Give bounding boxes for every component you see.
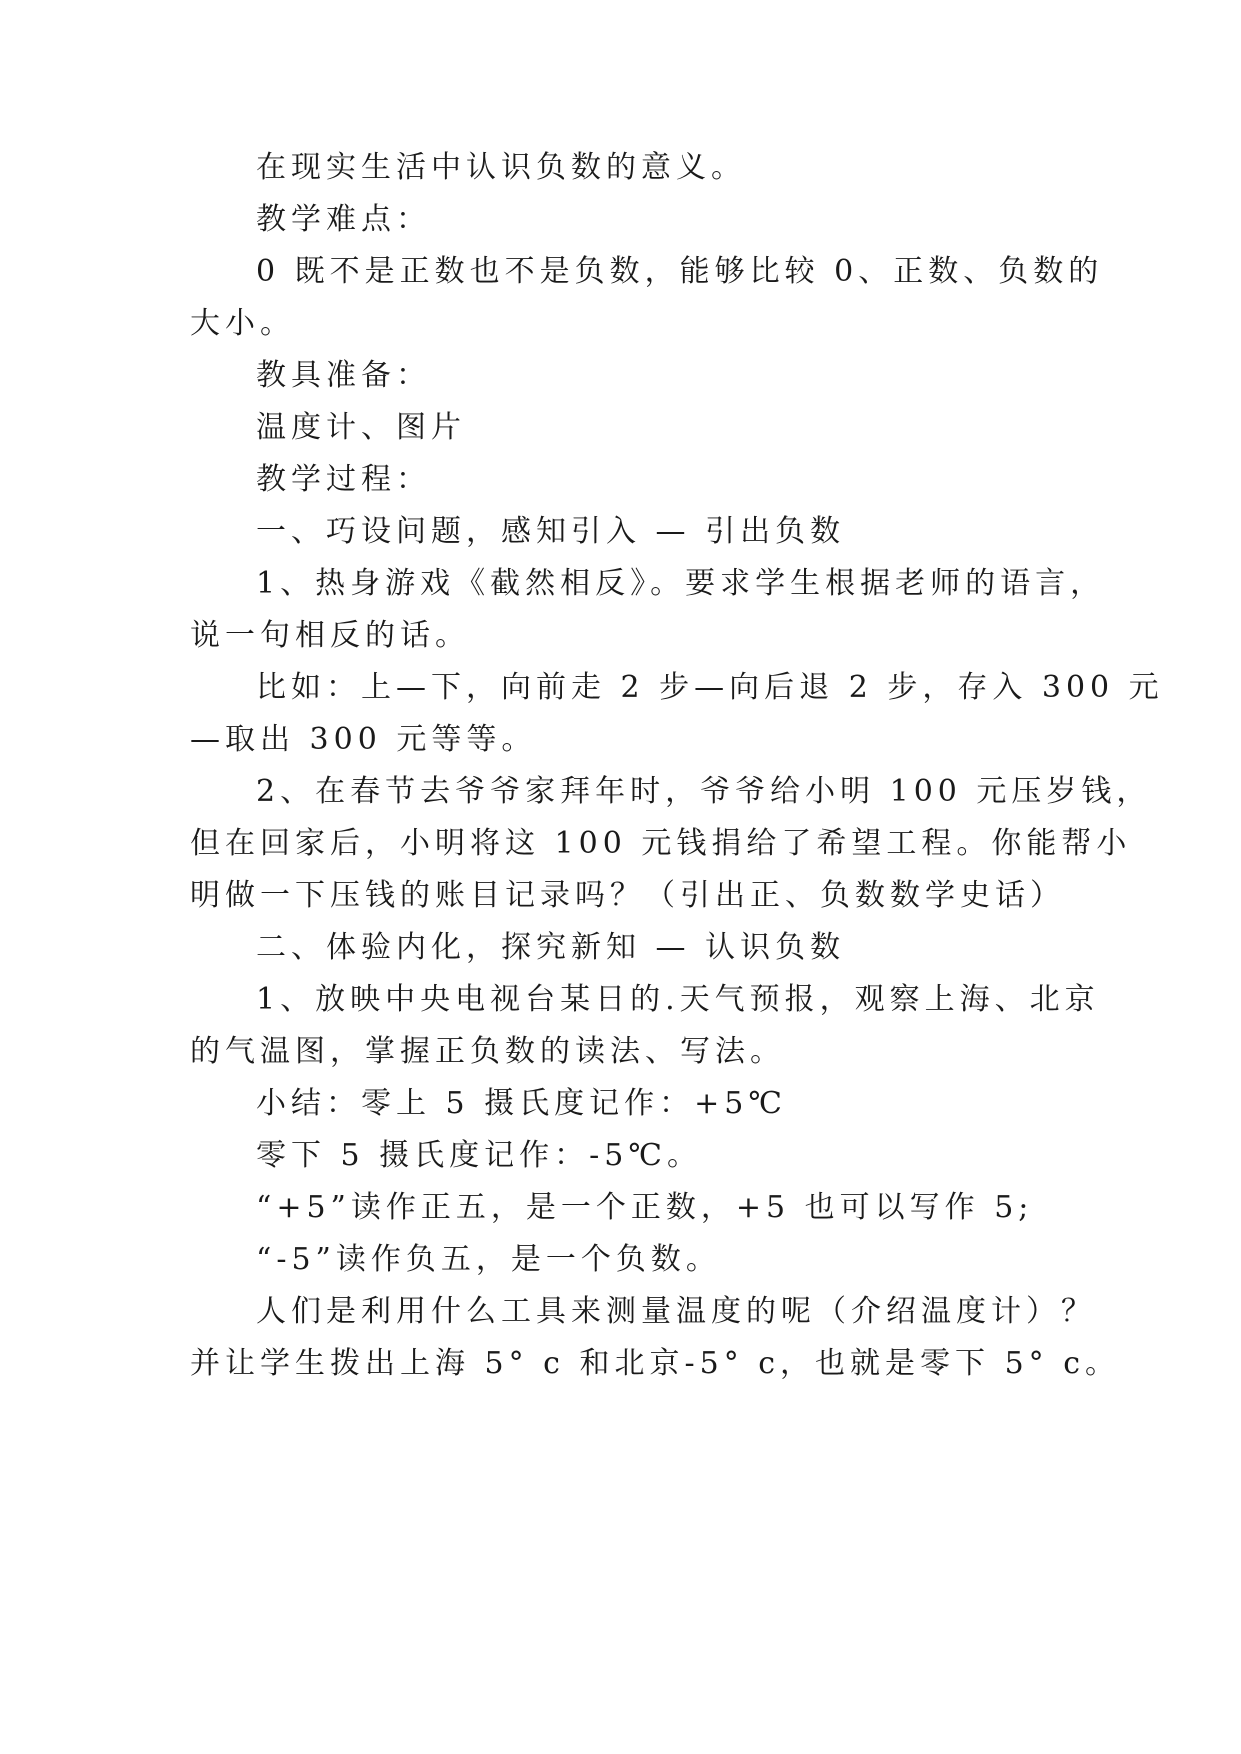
text-line: 并让学生拨出上海 5° c 和北京-5° c，也就是零下 5° c。 — [190, 1346, 1121, 1381]
text-line: 2、在春节去爷爷家拜年时，爷爷给小明 100 元压岁钱， — [256, 774, 1152, 809]
text-line: 明做一下压钱的账目记录吗？（引出正、负数数学史话） — [190, 878, 1065, 913]
text-line: 在现实生活中认识负数的意义。 — [256, 150, 746, 185]
text-line: “+5”读作正五，是一个正数，+5 也可以写作 5; — [256, 1190, 1034, 1225]
text-line: 说一句相反的话。 — [190, 618, 470, 653]
text-line: 比如：上—下，向前走 2 步—向后退 2 步，存入 300 元 — [256, 670, 1164, 705]
text-line: 0 既不是正数也不是负数，能够比较 0、正数、负数的 — [256, 254, 1104, 289]
text-line: “-5”读作负五，是一个负数。 — [256, 1242, 721, 1277]
text-line: 1、放映中央电视台某日的.天气预报，观察上海、北京 — [256, 982, 1100, 1017]
text-line: 但在回家后，小明将这 100 元钱捐给了希望工程。你能帮小 — [190, 826, 1132, 861]
section-heading-2: 二、体验内化，探究新知 — 认识负数 — [256, 930, 846, 965]
text-line: 零下 5 摄氏度记作：-5℃。 — [256, 1138, 702, 1173]
text-line: 1、热身游戏《截然相反》。要求学生根据老师的语言， — [256, 566, 1106, 601]
heading-teaching-difficulty: 教学难点： — [256, 202, 431, 237]
text-line: 的气温图，掌握正负数的读法、写法。 — [190, 1034, 785, 1069]
text-line: 小结：零上 5 摄氏度记作：+5℃ — [256, 1086, 787, 1121]
text-line: 温度计、图片 — [256, 410, 466, 445]
section-heading-1: 一、巧设问题，感知引入 — 引出负数 — [256, 514, 846, 549]
text-line: 人们是利用什么工具来测量温度的呢（介绍温度计）？ — [256, 1294, 1096, 1329]
text-line: —取出 300 元等等。 — [190, 722, 537, 757]
heading-teaching-process: 教学过程： — [256, 462, 431, 497]
heading-teaching-aids: 教具准备： — [256, 358, 431, 393]
text-line: 大小。 — [190, 306, 295, 341]
